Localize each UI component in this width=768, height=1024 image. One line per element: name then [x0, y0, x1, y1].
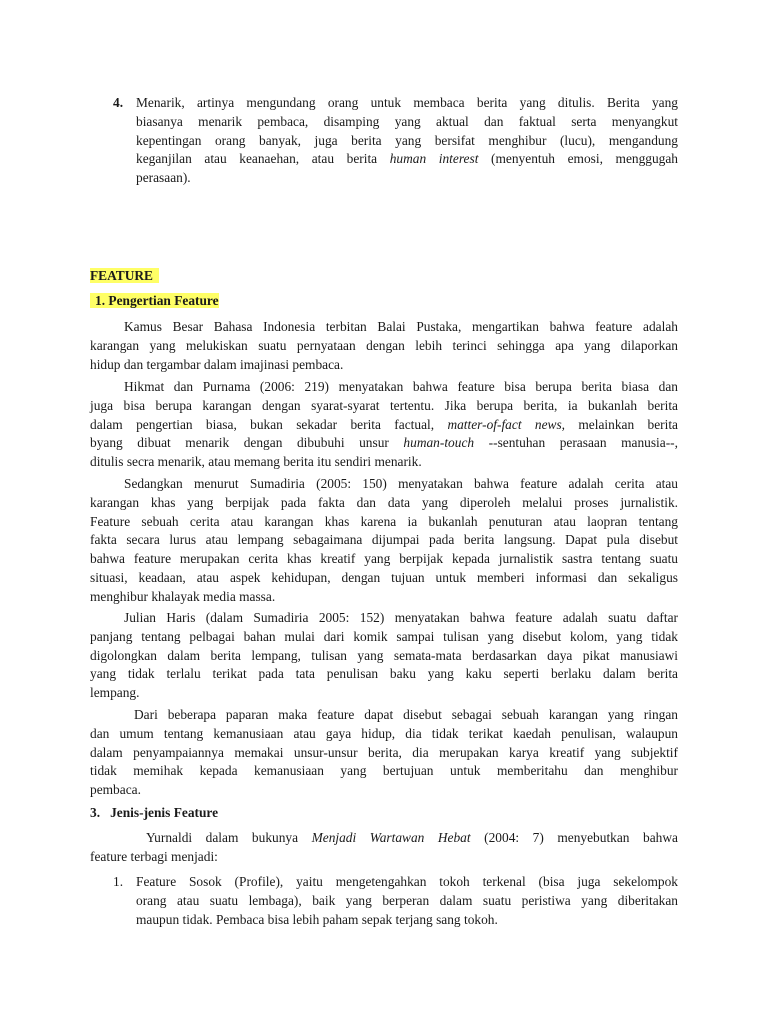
para3-line2: karangan khas yang berpijak pada fakta dan data yang diperoleh melalui proses jurnalistik.	[90, 494, 678, 510]
para2-line4-post: --sentuhan perasaan manusia--,	[474, 435, 678, 451]
para3-line4: fakta secara lurus atau lempang sebagaimana dijumpai pada berita langsung. Dapat pula disebut	[90, 532, 678, 548]
para1-line3: hidup dan tergambar dalam imajinasi pembaca.	[90, 356, 344, 372]
section3-heading: 3. Jenis-jenis Feature	[90, 805, 219, 820]
para2-line3	[90, 416, 678, 435]
item4-line4	[136, 150, 678, 169]
section1-heading-text: 1. Pengertian Feature	[90, 293, 219, 308]
feature-heading-text: FEATURE	[90, 268, 159, 283]
para4-line3: digolongkan dalam berita lempang, tulisan yang semata-mata berdasarkan daya pikat manusiawi	[90, 647, 678, 663]
para6-line1-italic: Menjadi Wartawan Hebat	[311, 830, 471, 845]
para5-line3: dalam penyampaiannya memakai unsur-unsur berita, dia merupakan karya kreatif yang subjektif	[90, 744, 678, 760]
para5-line1: Dari beberapa paparan maka feature dapat disebut sebagai sebuah karangan yang ringan	[134, 707, 678, 722]
list1-line1: Feature Sosok (Profile), yaitu mengetengahkan tokoh terkenal (bisa juga sekelompok	[136, 874, 678, 889]
para2-line3-pre: dalam pengertian biasa, bukan sekadar berita factual,	[90, 416, 448, 432]
para2-line5: ditulis secra menarik, atau memang berita itu sendiri menarik.	[90, 454, 422, 470]
para5-line5: pembaca.	[90, 782, 141, 798]
para3-line1: Sedangkan menurut Sumadiria (2005: 150) menyatakan bahwa feature adalah cerita atau	[124, 476, 678, 491]
paragraph-6	[90, 829, 678, 867]
section1-heading	[90, 292, 219, 310]
item4-line2: biasanya menarik pembaca, disamping yang aktual dan faktual serta menyangkut	[136, 113, 678, 129]
para5-line2: dan umum tentang kemanusiaan atau gaya hidup, dia tidak terikat kaedah penulisan, walaupun	[90, 725, 678, 741]
para3-line3: Feature sebuah cerita atau karangan khas karena ia bukanlah penuturan atau laopran tentang	[90, 513, 678, 529]
para6-line2: feature terbagi menjadi:	[90, 848, 218, 864]
para2-line2: juga bisa berupa karangan dengan syarat-syarat tertentu. Jika berupa berita, ia bukanlah berita	[90, 397, 678, 413]
para1-line1: Kamus Besar Bahasa Indonesia terbitan Balai Pustaka, mengartikan bahwa feature adalah	[124, 319, 678, 334]
para2-line3-post: melainkan berita	[565, 416, 678, 432]
item4-text	[136, 94, 678, 188]
item4-line4-pre: keganjilan atau keanaehan, atau berita	[136, 151, 390, 167]
item4-line1: Menarik, artinya mengundang orang untuk membaca berita yang ditulis. Berita yang	[136, 95, 678, 110]
list1-line2: orang atau suatu lembaga), baik yang berperan dalam suatu peristiwa yang diberitakan	[136, 892, 678, 908]
paragraph-2	[90, 378, 678, 472]
para6-line1-pre: Yurnaldi dalam bukunya	[146, 830, 312, 845]
paragraph-5	[90, 706, 678, 800]
paragraph-1	[90, 318, 678, 374]
para4-line5: lempang.	[90, 685, 140, 701]
item4-line4-post: (menyentuh emosi, menggugah	[478, 151, 679, 167]
item4-line3: kepentingan orang banyak, juga berita yang bersifat menghibur (lucu), mengandung	[136, 132, 678, 148]
list1-line3: maupun tidak. Pembaca bisa lebih paham sepak terjang sang tokoh.	[136, 911, 498, 927]
para2-line4-pre: byang dibuat menarik dengan dibubuhi unsur	[90, 435, 404, 451]
para1-line2: karangan yang melukiskan suatu pernyataan dengan lebih terinci sehingga apa yang dilaporkan	[90, 337, 678, 353]
list-number-1: 1.	[113, 874, 124, 889]
paragraph-3	[90, 475, 678, 607]
para5-line4: tidak memihak kepada kemanusiaan yang bertujuan untuk memberitahu dan menghibur	[90, 763, 678, 779]
para3-line7: menghibur khalayak media massa.	[90, 588, 276, 604]
para4-line2: panjang tentang pelbagai bahan mulai dari komik sampai tulisan yang disebut kolom, yang tidak	[90, 628, 678, 644]
para4-line4: yang tidak terlalu terikat pada tata penulisan baku yang kaku seperti berlaku dalam berita	[90, 666, 678, 682]
para3-line6: situasi, keadaan, atau aspek kehidupan, dengan tujuan untuk memberi informasi dan sekaligus	[90, 569, 678, 585]
para2-line3-italic: matter-of-fact news,	[447, 416, 566, 432]
para6-line1-post: (2004: 7) menyebutkan bahwa	[470, 830, 678, 845]
para2-line4-italic: human-touch	[403, 435, 475, 451]
list-number-4: 4.	[113, 95, 124, 110]
paragraph-4	[90, 609, 678, 703]
feature-heading	[90, 267, 159, 285]
para2-line1: Hikmat dan Purnama (2006: 219) menyatakan bahwa feature bisa berupa berita biasa dan	[124, 379, 678, 394]
item4-line4-italic: human interest	[389, 151, 479, 167]
para2-line4	[90, 434, 678, 453]
para3-line5: bahwa feature merupakan cerita khas kreatif yang berpijak kepada jurnalistik sastra tentang suatu	[90, 551, 678, 567]
para6-line1	[90, 829, 678, 848]
para4-line1: Julian Haris (dalam Sumadiria 2005: 152) menyatakan bahwa feature adalah suatu daftar	[124, 610, 678, 625]
list1-text	[136, 873, 678, 929]
item4-line5: perasaan).	[136, 170, 191, 186]
